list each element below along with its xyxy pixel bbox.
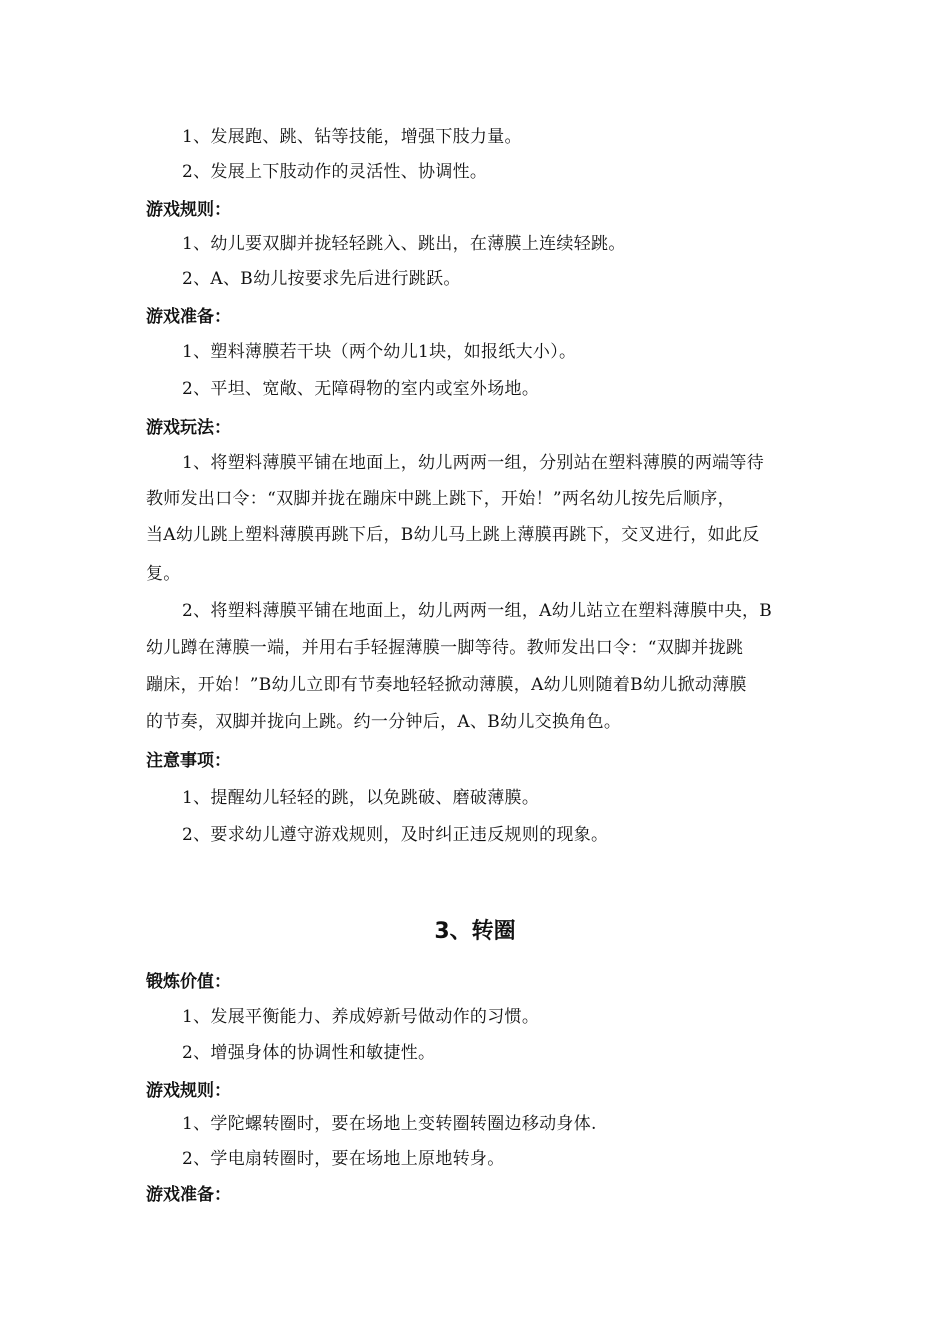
rules-item-1: 1、幼儿要双脚并拢轻轻跳入、跳出，在薄膜上连续轻跳。 <box>182 234 626 254</box>
section-title: 3、转圈 <box>434 919 516 944</box>
play-para2-line-2: 幼儿蹲在薄膜一端，并用右手轻握薄膜一脚等待。教师发出口令：“双脚并拢跳 <box>146 638 744 658</box>
prep-heading: 游戏准备： <box>146 307 231 327</box>
rules-item-2: 2、A、B幼儿按要求先后进行跳跃。 <box>182 269 461 289</box>
notes-heading: 注意事项： <box>146 751 231 771</box>
notes-item-1: 1、提醒幼儿轻轻的跳，以免跳破、磨破薄膜。 <box>182 788 540 808</box>
s3-prep-heading: 游戏准备： <box>146 1185 231 1205</box>
prep-item-1: 1、塑料薄膜若干块（两个幼儿1块，如报纸大小）。 <box>182 342 577 362</box>
s3-rules-heading: 游戏规则： <box>146 1081 231 1101</box>
play-para2-line-1: 2、将塑料薄膜平铺在地面上，幼儿两两一组，A幼儿站立在塑料薄膜中央，B <box>182 601 773 621</box>
s3-value-item-2: 2、增强身体的协调性和敏捷性。 <box>182 1043 436 1063</box>
play-para2-line-4: 的节奏，双脚并拢向上跳。约一分钟后，A、B幼儿交换角色。 <box>146 712 622 732</box>
play-para2-line-3: 蹦床，开始！”B幼儿立即有节奏地轻轻掀动薄膜，A幼儿则随着B幼儿掀动薄膜 <box>146 675 747 695</box>
play-para1-line-4: 复。 <box>146 564 181 584</box>
play-para1-line-2: 教师发出口令：“双脚并拢在蹦床中跳上跳下，开始！”两名幼儿按先后顺序， <box>146 489 735 509</box>
s3-value-item-1: 1、发展平衡能力、养成婷新号做动作的习惯。 <box>182 1007 540 1027</box>
prep-item-2: 2、平坦、宽敞、无障碍物的室内或室外场地。 <box>182 379 540 399</box>
play-para1-line-3: 当A幼儿跳上塑料薄膜再跳下后，B幼儿马上跳上薄膜再跳下，交叉进行，如此反 <box>146 525 760 545</box>
play-heading: 游戏玩法： <box>146 418 231 438</box>
play-para1-line-1: 1、将塑料薄膜平铺在地面上，幼儿两两一组，分别站在塑料薄膜的两端等待 <box>182 453 765 473</box>
notes-item-2: 2、要求幼儿遵守游戏规则，及时纠正违反规则的现象。 <box>182 825 609 845</box>
s3-value-heading: 锻炼价值： <box>146 972 231 992</box>
s3-rules-item-1: 1、学陀螺转圈时，要在场地上变转圈转圈边移动身体. <box>182 1114 597 1134</box>
value-item-1: 1、发展跑、跳、钻等技能，增强下肢力量。 <box>182 127 522 147</box>
value-item-2: 2、发展上下肢动作的灵活性、协调性。 <box>182 162 488 182</box>
s3-rules-item-2: 2、学电扇转圈时，要在场地上原地转身。 <box>182 1149 505 1169</box>
rules-heading: 游戏规则： <box>146 200 231 220</box>
